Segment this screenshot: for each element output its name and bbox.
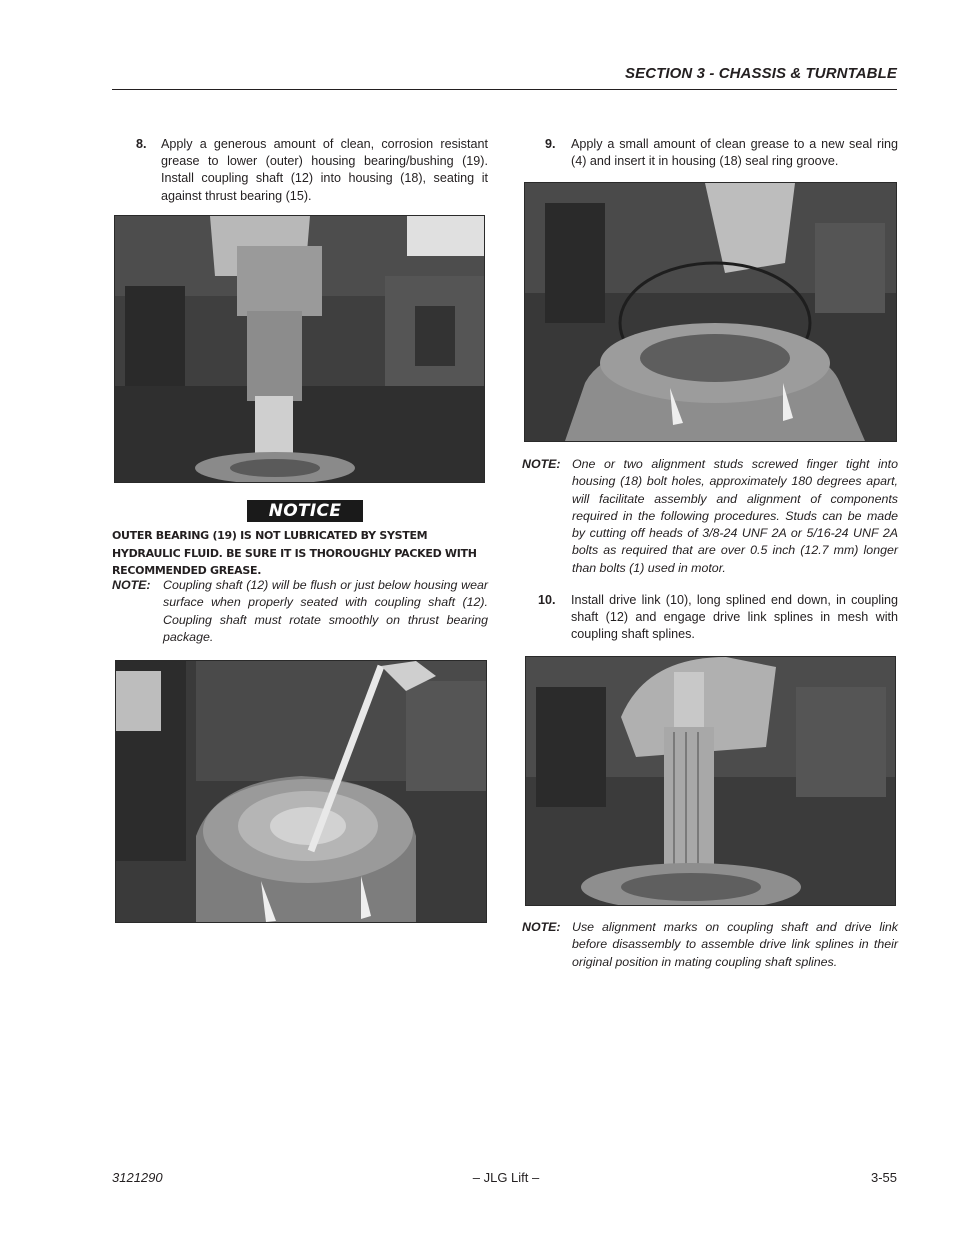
note-3 [522,919,898,971]
footer-doc-number: 3121290 [112,1170,163,1185]
photo-alignment-mark [115,660,487,923]
photo-seal-ring [524,182,897,442]
note-label: NOTE: [522,920,561,934]
note-text: Use alignment marks on coupling shaft and drive link before disassembly to assemble drive link splines in their original position in mating coupling shaft splines. [572,920,898,969]
step-10 [538,592,898,644]
photo-drive-link [525,656,896,906]
notice-box: NOTICE [247,500,363,522]
header-rule [112,89,897,90]
footer-center: – JLG Lift – [472,1170,540,1185]
step-text: Apply a generous amount of clean, corrosion resistant grease to lower (outer) housing bearing/bushing (19). Install coupling shaft (12) into housing (18), seating it against thrust bearing (15). [161,137,488,203]
notice-text: OUTER BEARING (19) IS NOT LUBRICATED BY SYSTEM HYDRAULIC FLUID. BE SURE IT IS THOROUGHLY PACKED WITH RECOMMENDED GREASE. [112,529,477,577]
photo-coupling-shaft-install [114,215,485,483]
step-9 [545,136,898,170]
note-2 [522,456,898,577]
step-8 [136,136,488,205]
step-number: 9. [545,137,556,151]
note-text: One or two alignment studs screwed finger tight into housing (18) bolt holes, approximately 180 degrees apart, will facilitate assembly and alignment of components required in the following procedures. Studs can be made by cutting off heads of 3/8-24 UNF 2A or 5/16-24 UNF 2A bolts as required that are over 0.5 inch (12.7 mm) longer than bolts (1) used in motor. [572,457,898,575]
section-title: SECTION 3 - CHASSIS & TURNTABLE [624,65,897,82]
note-label: NOTE: [112,578,151,592]
step-number: 10. [538,593,556,607]
step-text: Install drive link (10), long splined end down, in coupling shaft (12) and engage drive link splines in mesh with coupling shaft splines. [571,593,898,642]
step-number: 8. [136,137,147,151]
note-1 [112,577,488,646]
footer-page-number: 3-55 [870,1170,897,1185]
note-label: NOTE: [522,457,561,471]
step-text: Apply a small amount of clean grease to a new seal ring (4) and insert it in housing (18) seal ring groove. [571,137,898,169]
note-text: Coupling shaft (12) will be flush or just below housing wear surface when properly seated with coupling shaft (12). Coupling shaft must rotate smoothly on thrust bearing package. [163,578,488,644]
